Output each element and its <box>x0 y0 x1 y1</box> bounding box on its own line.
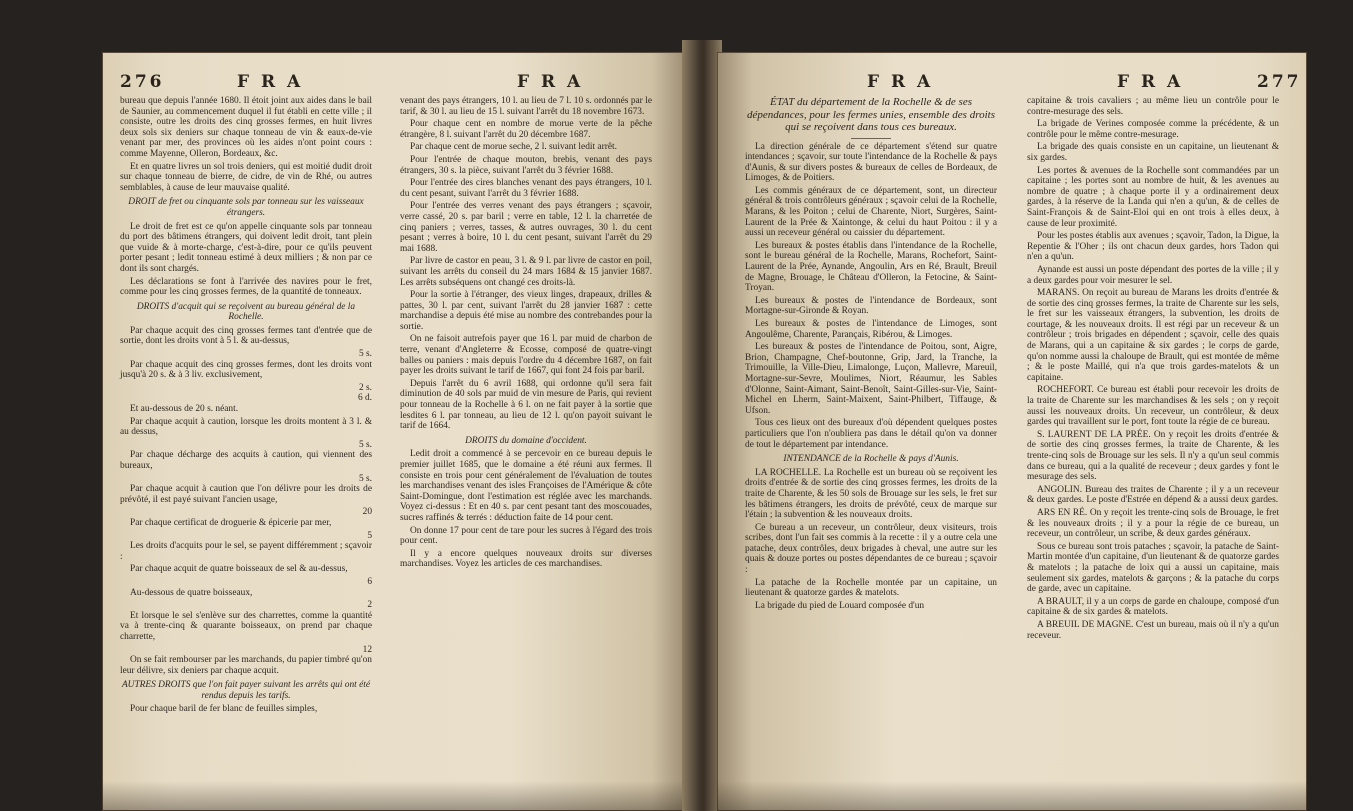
paragraph: Les droits d'acquits pour le sel, se payent différemment ; sçavoir : <box>120 541 372 562</box>
paragraph: Les déclarations se font à l'arrivée des navires pour le fret, comme pour les cinq grosses fermes, de la quantité de tonneaux. <box>120 276 372 298</box>
paragraph: Et au-dessous de 20 s. néant. <box>130 404 239 415</box>
paragraph: Les bureaux & postes de l'intendance de Poitou, sont, Aigre, Brion, Champagne, Chef-boutonne, Grip, Jard, la Tranche, la Trimouille, la Ville-Dieu, Limalonge, Luçon, Mallevre, Mareuil, Mortagne-sur-Sevre, Moulimes, Niort, Réaumur, les Sables d'Olonne, Saint-Aimant, Saint-Benoît, Saint-Gilles-sur-Vie, Saint-Michel en Lherm, Saint-Maixent, Saint-Philbert, Tiffauge, & Ufson. <box>745 342 997 416</box>
paragraph: Ledit droit a commencé à se percevoir en ce bureau depuis le premier juillet 1685, que le domaine a été réuni aux fermes. Il consiste en trois pour cent généralement de l'évaluation de toutes les marchandises venant des isles Françoises de l'Amérique & côte Saint-Domingue, dont l'estimation est réglée avec les marchands. Voyez ci-dessus : Et en 40 s. par cent pesant tant des moscouades, sucres raffinés & terrés : déduction faite de 14 pour cent. <box>400 449 652 523</box>
paragraph: bureau que depuis l'année 1680. Il étoit joint aux aides dans le bail de Saunier, au commencement duquel il fut établi en cette ville ; il consiste, outre les droits des cinq grosses fermes, en huit livres deux sols six deniers sur chaque tonneau de vin & eaux-de-vie venant par mer, des provinces où les aides n'ont point cours : comme Mayenne, Olleron, Bordeaux, &c. <box>120 96 372 159</box>
left-page <box>102 52 687 811</box>
paragraph: Pour l'entrée des verres venant des pays étrangers ; sçavoir, verre cassé, 20 s. par baril ; verre en table, 12 l. la charretée de cinq paniers ; verres, tasses, & autres ouvrages, 30 l. du cent pesant ; verres à boire, 10 l. du cent pesant, suivant l'arrêt du 29 mai 1688. <box>400 201 652 254</box>
paragraph: Par chaque acquit des cinq grosses fermes tant d'entrée que de sortie, dont les droits vont à 5 l. & au-dessus, <box>120 325 372 347</box>
paragraph: capitaine & trois cavaliers ; au même lieu un contrôle pour le contre-mesurage des sels. <box>1027 96 1279 117</box>
paragraph: Il y a encore quelques nouveaux droits sur diverses marchandises. Voyez les articles de ces marchandises. <box>400 548 652 570</box>
right-column-1 <box>745 96 997 613</box>
value-line: 5 s. <box>358 439 372 450</box>
paragraph: S. LAURENT DE LA PRÉE. On y reçoit les droits d'entrée & de sortie des cinq grosses fermes, la traite de Charente, & les trente-cinq sols de Brouage sur les sels. Il n'y a qu'un seul commis dans ce bureau, qui a la qualité de receveur ; deux gardes y font le mesurage des sels. <box>1027 429 1279 483</box>
paragraph: Pour la sortie à l'étranger, des vieux linges, drapeaux, drilles & pattes, 30 l. par cent, suivant l'arrêt du 28 janvier 1687 : cette marchandise a depuis été mise au nombre des contrebandes pour la sortie. <box>400 290 652 332</box>
section-heading: DROIT de fret ou cinquante sols par tonneau sur les vaisseaux étrangers. <box>128 197 364 218</box>
paragraph: Pour les postes établis aux avenues ; sçavoir, Tadon, la Digue, la Repentie & l'Oher ; ils ont chacun deux gardes, hors Tadon qui n'en a qu'un. <box>1027 231 1279 263</box>
left-column-1 <box>120 96 372 717</box>
paragraph: Les portes & avenues de la Rochelle sont commandées par un capitaine ; les portes sont au nombre de huit, & les avenues au nombre de quatre ; à chaque porte il y a ordinairement deux gardes, à la réserve de la Landa qui n'en a qu'un, & de celles de Saint-François & de Saint-Eloi qui en ont trois à elles deux, à cause de leur proximité. <box>1027 165 1279 229</box>
paragraph: On donne 17 pour cent de tare pour les sucres à l'égard des trois pour cent. <box>400 525 652 547</box>
value-line: 5 <box>367 530 372 541</box>
left-page-number: 276 <box>120 72 165 92</box>
value-line: 2 s. <box>358 382 372 393</box>
section-heading: DROITS du domaine d'occident. <box>465 435 587 446</box>
section-heading: AUTRES DROITS que l'on fait payer suivant les arrêts qui ont été rendus depuis les tarifs. <box>121 680 371 701</box>
paragraph: Par chaque acquit à caution que l'on délivre pour les droits de prévôté, il est payé suivant l'ancien usage, <box>120 484 372 505</box>
paragraph: La brigade du pied de Louard composée d'un <box>755 600 925 611</box>
value-line: 2 <box>367 600 372 611</box>
paragraph: Par chaque cent de morue seche, 2 l. suivant ledit arrêt. <box>410 142 617 153</box>
paragraph: Pour chaque cent en nombre de morue verte de la pêche étrangère, 8 l. suivant l'arrêt du 20 décembre 1687. <box>400 119 652 140</box>
paragraph: A BREUIL DE MAGNE. C'est un bureau, mais où il n'y a qu'un receveur. <box>1027 619 1279 641</box>
section-title: ÉTAT du département de la Rochelle & de ses dépendances, pour les fermes unies, ensemble des droits qui se reçoivent dans tous ces bureaux. <box>747 96 995 133</box>
right-column-2 <box>1027 96 1279 643</box>
left-header-right: F R A <box>517 72 584 92</box>
paragraph: Par livre de castor en peau, 3 l. & 9 l. par livre de castor en poil, suivant les arrêts du conseil du 24 mars 1684 & 15 janvier 1687. Les arrêts subséquens ont changé ces droits-là. <box>400 256 652 288</box>
paragraph: La direction générale de ce département s'étend sur quatre intendances ; sçavoir, sur toute l'intendance de la Rochelle & pays d'Aunis, & sur divers postes & bureaux de celles de Bordeaux, de Limoges, & de Poitiers. <box>745 141 997 184</box>
value-line: 6 d. <box>357 393 372 404</box>
paragraph: Par chaque acquit des cinq grosses fermes, dont les droits vont jusqu'à 20 s. & à 3 liv. exclusivement, <box>120 359 372 381</box>
paragraph: venant des pays étrangers, 10 l. au lieu de 7 l. 10 s. ordonnés par le tarif, & 30 l. au lieu de 15 l. suivant l'arrêt du 18 novembre 1673. <box>400 96 652 117</box>
paragraph: Le droit de fret est ce qu'on appelle cinquante sols par tonneau du port des bâtimens étrangers, qui doivent ledit droit, tant plein que vuide & à morte-charge, c'est-à-dire, pour ce qu'ils peuvent porter pesant ; ledit tonneau estimé à deux milliers ; & non par ce dont ils sont chargés. <box>120 221 372 274</box>
right-page-number: 277 <box>1257 72 1302 92</box>
paragraph: Par chaque acquit de quatre boisseaux de sel & au-dessus, <box>130 564 348 575</box>
right-page <box>717 52 1307 811</box>
paragraph: Tous ces lieux ont des bureaux d'où dépendent quelques postes particuliers que l'on n'oubliera pas dans le détail qu'on va donner de tout le département par intendance. <box>745 418 997 450</box>
right-header-right: F R A <box>1117 72 1184 92</box>
paragraph: Par chaque acquit à caution, lorsque les droits montent à 3 l. & au dessus, <box>120 416 372 438</box>
open-book <box>92 40 1317 811</box>
paragraph: Pour l'entrée de chaque mouton, brebis, venant des pays étrangers, 30 s. la pièce, suivant l'arrêt du 3 février 1688. <box>400 154 652 176</box>
paragraph: La brigade des quais consiste en un capitaine, un lieutenant & six gardes. <box>1027 142 1279 163</box>
value-line: 5 s. <box>358 349 372 360</box>
value-line: 12 <box>362 644 372 655</box>
paragraph: Pour chaque baril de fer blanc de feuilles simples, <box>130 704 318 715</box>
paragraph: La patache de la Rochelle montée par un capitaine, un lieutenant & quatorze gardes & matelots. <box>745 577 997 599</box>
paragraph: Pour l'entrée des cires blanches venant des pays étrangers, 10 l. du cent pesant, suivant l'arrêt du 3 février 1688. <box>400 178 652 199</box>
paragraph: Ce bureau a un receveur, un contrôleur, deux visiteurs, trois scribes, dont l'un fait ses commis à la recette : il y a outre cela une patache, deux contrôles, deux brigades à cheval, une autre sur les quais & douze portes ou postes dépendantes de ce bureau ; sçavoir : <box>745 522 997 576</box>
value-line: 5 s. <box>358 473 372 484</box>
left-header-left: F R A <box>237 72 304 92</box>
paragraph: ANGOLIN. Bureau des traites de Charente ; il y a un receveur & deux gardes. Le poste d'Estrée en dépend & a aussi deux gardes. <box>1027 484 1279 506</box>
paragraph: On ne faisoit autrefois payer que 16 l. par muid de charbon de terre, venant d'Angleterre & Ecosse, composé de quatre-vingt balles ou paniers : mais depuis l'ordre du 4 décembre 1687, on fait payer les droits suivant le tarif de 1667, qui font 24 fois par baril. <box>400 334 652 377</box>
paragraph: Les bureaux & postes de l'intendance de Bordeaux, sont Mortagne-sur-Gironde & Royan. <box>745 295 997 317</box>
paragraph: Sous ce bureau sont trois pataches ; sçavoir, la patache de Saint-Martin montée d'un capitaine, d'un lieutenant & de quatorze gardes & matelots ; la patache de loix qui a aussi un capitaine, mais seulement six gardes, matelots & garçons ; & la patache du corps de garde, avec un capitaine. <box>1027 541 1279 595</box>
paragraph: Depuis l'arrêt du 6 avril 1688, qui ordonne qu'il sera fait diminution de 40 sols par muid de vin mesure de Paris, qui revient pour tonneau de la Rochelle à 6 l. on ne fait payer à la sortie que lesdites 6 l. par tonneau, au lieu de 12 l. qu'on payoit suivant le tarif de 1664. <box>400 378 652 432</box>
paragraph: Aynande est aussi un poste dépendant des portes de la ville ; il y a deux gardes pour voir mesurer le sel. <box>1027 264 1279 286</box>
paragraph: Les bureaux & postes établis dans l'intendance de la Rochelle, sont le bureau général de la Rochelle, Marans, Rochefort, Saint-Laurent de la Prée, Aynande, Angoulin, Ars en Ré, Brault, Breuil de Magne, Brouage, le Château d'Olleron, la Fetocine, & Saint-Troyan. <box>745 240 997 294</box>
paragraph: Les commis généraux de ce département, sont, un directeur général & trois contrôleurs généraux ; sçavoir celui de la Rochelle, Marans, & les Poiton ; celui de Charente, Niort, Surgères, Saint-Laurent de la Prée & Xaintonge, & celui du haut Poitou : il y a aussi un receveur général ou caissier du département. <box>745 185 997 239</box>
paragraph: On se fait rembourser par les marchands, du papier timbré qu'on leur délivre, six deniers par chaque acquit. <box>120 655 372 676</box>
left-column-2 <box>400 96 652 572</box>
right-header-left: F R A <box>867 72 934 92</box>
paragraph: ARS EN RÉ. On y reçoit les trente-cinq sols de Brouage, le fret & les nouveaux droits ; il y a pour la régie de ce bureau, un receveur, un contrôleur, un scribe, & deux gardes généraux. <box>1027 507 1279 540</box>
divider <box>851 138 891 139</box>
value-line: 6 <box>367 576 372 587</box>
section-heading: INTENDANCE de la Rochelle & pays d'Aunis. <box>783 454 959 465</box>
book-gutter <box>682 40 722 811</box>
paragraph: LA ROCHELLE. La Rochelle est un bureau où se reçoivent les droits d'entrée & de sortie des cinq grosses fermes, les droits de la traite de Charente, & les 50 sols de Brouage sur les sels, le fret sur les bâtimens étrangers, les droits de prévôté, ceux de marque sur l'étain ; la subvention & les nouveaux droits. <box>745 467 997 521</box>
paragraph: Et lorsque le sel s'enlève sur des charrettes, comme la quantité va à trente-cinq & quarante boisseaux, on prend par chaque charrette, <box>120 610 372 642</box>
paragraph: MARANS. On reçoit au bureau de Marans les droits d'entrée & de sortie des cinq grosses fermes, la traite de Charente sur les sels, le fret sur les vaisseaux étrangers, la subvention, les droits de courtage, & les nouveaux droits. Il est régi par un receveur & un contrôleur ; trois brigades en dépendent ; sçavoir, celle des quais de Marans, qui a un capitaine & six gardes ; le corps de garde, qu'on nomme aussi la chaloupe de Brault, qui est montée de même ; & le poste Maillé, qui n'a que trois gardes-matelots & un capitaine. <box>1027 288 1279 383</box>
paragraph: Au-dessous de quatre boisseaux, <box>130 587 253 598</box>
section-heading: DROITS d'acquit qui se reçoivent au bureau général de la Rochelle. <box>136 301 356 323</box>
paragraph: ROCHEFORT. Ce bureau est établi pour recevoir les droits de la traite de Charente sur les marchandises & les sels ; on y reçoit aussi les nouveaux droits. Un receveur, un contrôleur, & deux gardes qui travaillent sur le port, font toute la régie de ce bureau. <box>1027 385 1279 428</box>
value-line: 20 <box>362 507 372 518</box>
paragraph: La brigade de Verines composée comme la précédente, & un contrôle pour le même contre-mesurage. <box>1027 119 1279 140</box>
paragraph: A BRAULT, il y a un corps de garde en chaloupe, composé d'un capitaine & de six gardes & matelots. <box>1027 596 1279 618</box>
paragraph: Et en quatre livres un sol trois deniers, qui est moitié dudit droit sur chaque tonneau de bierre, de cidre, de vin de Rhé, ou autres semblables, à cause de leur mauvaise qualité. <box>120 161 372 193</box>
paragraph: Par chaque certificat de droguerie & épicerie par mer, <box>130 517 332 528</box>
paragraph: Par chaque décharge des acquits à caution, qui viennent des bureaux, <box>120 450 372 471</box>
paragraph: Les bureaux & postes de l'intendance de Limoges, sont Angoulême, Charente, Parançais, Ribérou, & Limoges. <box>745 319 997 340</box>
